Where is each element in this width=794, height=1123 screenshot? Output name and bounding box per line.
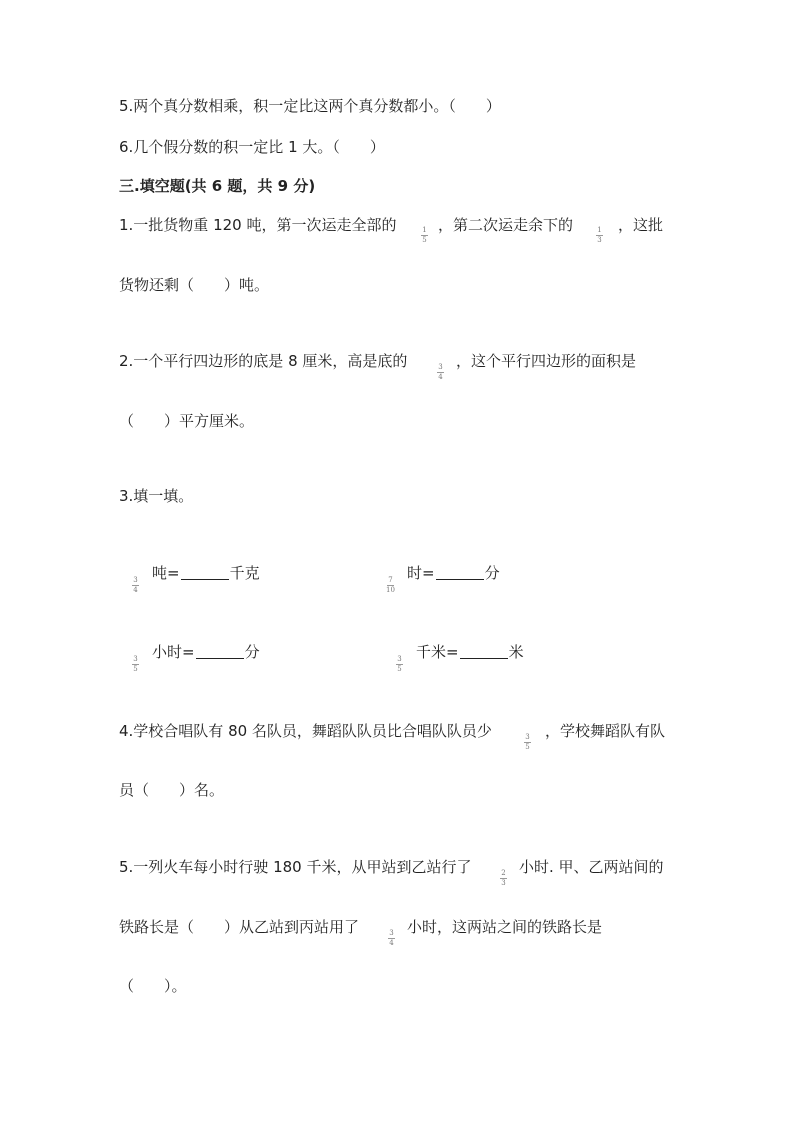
fraction-numerator: 1 [422, 226, 427, 234]
fraction-denominator: 5 [525, 743, 530, 751]
q3-item-4-fraction [396, 656, 403, 673]
answer-blank[interactable] [196, 644, 244, 659]
q5-fraction-b [388, 930, 395, 947]
fraction-numerator: 3 [525, 733, 530, 741]
q5-line2-a: 铁路长是（ ）从乙站到丙站用了 [119, 918, 360, 936]
q3-item-2-fraction [386, 577, 395, 594]
q3-item-4-unit-a: 千米= [416, 643, 459, 661]
q3-item-2-unit-b: 分 [484, 564, 500, 582]
q3-item-1-fraction [132, 577, 139, 594]
fraction-denominator: 4 [438, 373, 443, 381]
q4-fraction [524, 734, 531, 751]
q3-item-3-fraction [132, 656, 139, 673]
fraction-denominator: 5 [397, 665, 402, 673]
q1-text-a: 1.一批货物重 120 吨，第一次运走全部的 [119, 216, 397, 234]
q2-text-a: 2.一个平行四边形的底是 8 厘米，高是底的 [119, 352, 408, 370]
q2-line2: （ ）平方厘米。 [119, 412, 255, 430]
q5-text-b: 小时. 甲、乙两站间的 [519, 858, 664, 876]
q3-item-3-unit-a: 小时= [152, 643, 195, 661]
q2-text-b: ，这个平行四边形的面积是 [456, 352, 637, 370]
fraction-denominator: 5 [133, 665, 138, 673]
q3-item-3-unit-b: 分 [244, 643, 260, 661]
q5-line3: （ ）。 [119, 977, 187, 995]
q3-item-1-unit-b: 千克 [229, 564, 260, 582]
fraction-numerator: 3 [133, 576, 138, 584]
q3-item-1-unit-a: 吨= [152, 564, 180, 582]
q2-fraction [437, 364, 444, 381]
fraction-numerator: 3 [389, 929, 394, 937]
section-title: 三.填空题(共 6 题，共 9 分) [119, 177, 316, 195]
fraction-denominator: 3 [501, 879, 506, 887]
fraction-denominator: 3 [597, 236, 602, 244]
q4-text-a: 4.学校合唱队有 80 名队员，舞蹈队队员比合唱队队员少 [119, 722, 492, 740]
q5-fraction-a [500, 870, 507, 887]
q3-item-4 [416, 642, 524, 662]
q3-item-2-unit-a: 时= [407, 564, 435, 582]
answer-blank[interactable] [181, 565, 229, 580]
fraction-numerator: 3 [438, 363, 443, 371]
tf-item-6: 6.几个假分数的积一定比 1 大。（ ） [119, 138, 385, 156]
q1-line2: 货物还剩（ ）吨。 [119, 276, 270, 294]
fraction-denominator: 10 [386, 586, 395, 594]
q1-fraction-a [421, 227, 428, 244]
q3-title: 3.填一填。 [119, 487, 194, 505]
fraction-denominator: 5 [422, 236, 427, 244]
fraction-numerator: 3 [397, 655, 402, 663]
q3-item-2 [407, 563, 500, 583]
q5-line2-b: 小时，这两站之间的铁路长是 [407, 918, 603, 936]
fraction-numerator: 7 [388, 576, 393, 584]
q1-text-b: ，第二次运走余下的 [438, 216, 574, 234]
fraction-numerator: 2 [501, 869, 506, 877]
q4-text-b: ，学校舞蹈队有队 [545, 722, 666, 740]
q3-item-4-unit-b: 米 [508, 643, 524, 661]
fraction-numerator: 3 [133, 655, 138, 663]
fraction-denominator: 4 [133, 586, 138, 594]
fraction-numerator: 1 [597, 226, 602, 234]
q5-text-a: 5.一列火车每小时行驶 180 千米，从甲站到乙站行了 [119, 858, 472, 876]
answer-blank[interactable] [436, 565, 484, 580]
q3-item-1 [152, 563, 260, 583]
tf-item-5: 5.两个真分数相乘，积一定比这两个真分数都小。（ ） [119, 97, 501, 115]
q1-fraction-b [596, 227, 603, 244]
answer-blank[interactable] [460, 644, 508, 659]
fraction-denominator: 4 [389, 939, 394, 947]
q1-text-c: ，这批 [618, 216, 664, 234]
q4-line2: 员（ ）名。 [119, 781, 225, 799]
q3-item-3 [152, 642, 260, 662]
